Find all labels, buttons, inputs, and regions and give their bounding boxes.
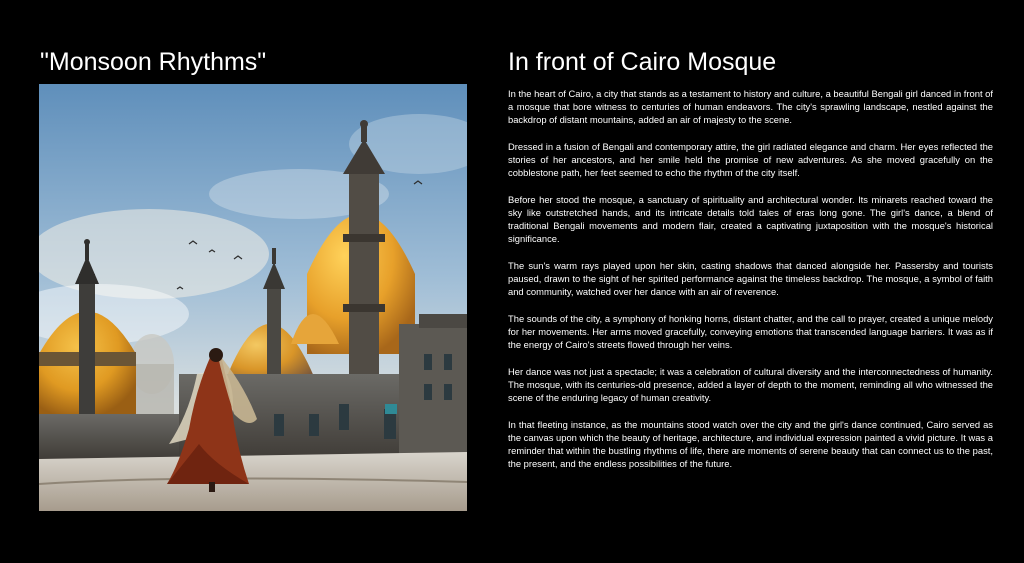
story-paragraph: Dressed in a fusion of Bengali and contemporary attire, the girl radiated elegance and charm. Her eyes reflected the stories of her ancestors, and her smile held the promise of new adventures. As she moved gracefully on the cobblestone path, her feet seemed to echo the rhythm of the city itself. xyxy=(508,140,993,179)
story-paragraph: Her dance was not just a spectacle; it was a celebration of cultural diversity and the interconnectedness of humanity. The mosque, with its centuries-old presence, added a layer of depth to the moment, reminding all who witnessed the scene of the enduring legacy of human creativity. xyxy=(508,365,993,404)
story-text xyxy=(508,87,993,484)
story-paragraph: Before her stood the mosque, a sanctuary of spirituality and architectural wonder. Its minarets reached toward the sky like outstretched hands, and its intricate details told tales of eras long gone. The girl's dance, a blend of traditional Bengali movements and modern flair, created a captivating juxtaposition with the mosque's historical significance. xyxy=(508,193,993,245)
artwork-title: "Monsoon Rhythms" xyxy=(40,48,267,76)
story-paragraph: The sounds of the city, a symphony of honking horns, distant chatter, and the call to prayer, created a unique melody for her movements. Her arms moved gracefully, conveying emotions that transcended language barriers. It was as if the energy of Cairo's streets flowed through her veins. xyxy=(508,312,993,351)
story-paragraph: In that fleeting instance, as the mountains stood watch over the city and the girl's dance continued, Cairo served as the canvas upon which the beauty of heritage, architecture, and individual expression painted a vivid picture. It was a reminder that within the bustling rhythms of life, there are moments of serene beauty that can connect us to the past, the present, and the endless possibilities of the future. xyxy=(508,418,993,470)
story-paragraph: The sun's warm rays played upon her skin, casting shadows that danced alongside her. Passersby and tourists paused, drawn to the sight of her spirited performance against the timeless backdrop. The mosque, a symbol of faith and community, watched over her dance with an air of reverence. xyxy=(508,259,993,298)
artwork-image xyxy=(39,84,467,511)
story-paragraph: In the heart of Cairo, a city that stands as a testament to history and culture, a beautiful Bengali girl danced in front of a mosque that bore witness to centuries of human endeavors. The city's sprawling landscape, nestled against the backdrop of distant mountains, added an air of majesty to the scene. xyxy=(508,88,993,126)
story-heading: In front of Cairo Mosque xyxy=(508,48,777,76)
